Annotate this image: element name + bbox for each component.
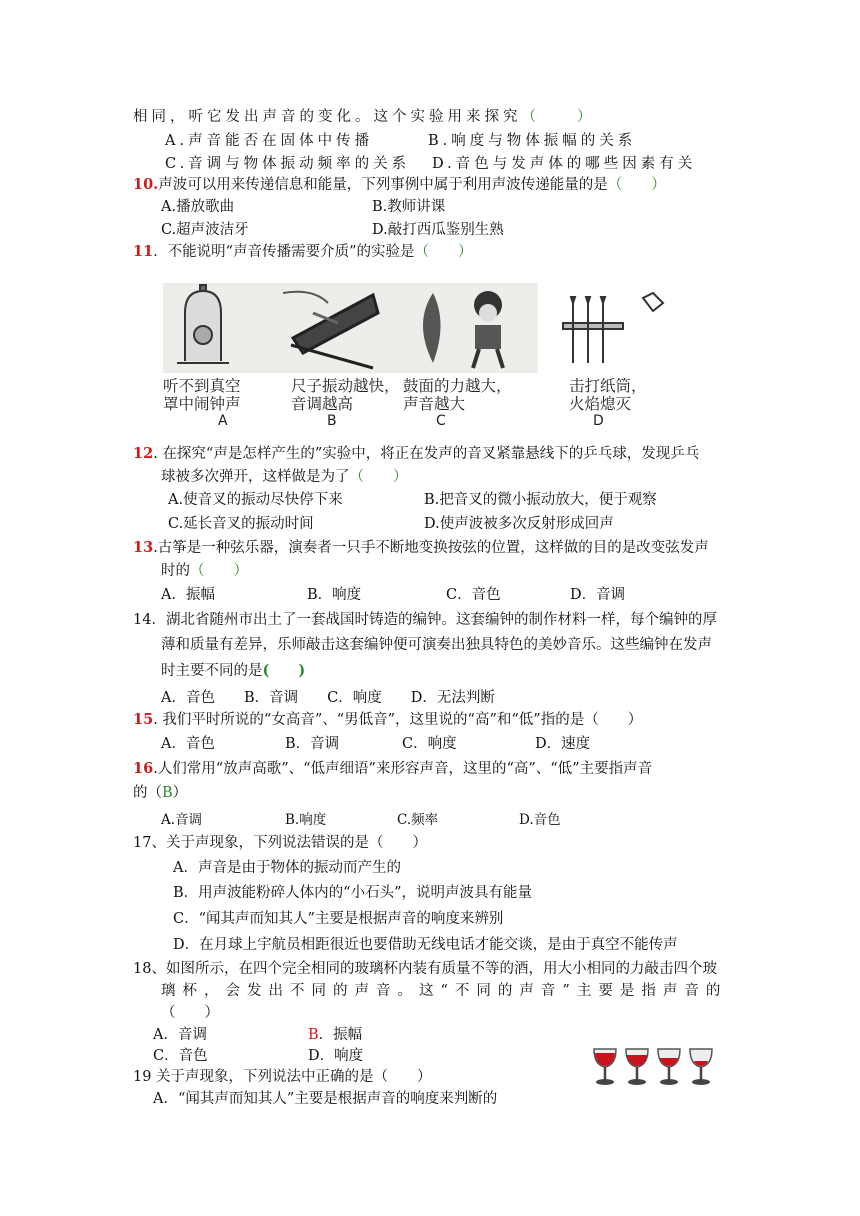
q10-option-d: D.敲打西瓜鉴别生熟 [372,222,504,238]
q9-option-d: D.音色与发声体的哪些因素有关 [432,156,697,172]
q17-option-d: D．在月球上宇航员相距很近也要借助无线电话才能交谈，是由于真空不能传声 [173,937,678,953]
q9-option-c: C.音调与物体振动频率的关系 [165,156,411,172]
q11-label-a: A [218,413,228,429]
q12-number: 12 [133,445,154,462]
q10-number: 10. [133,176,159,193]
q15-option-c: C．响度 [402,736,457,752]
q17-option-c: C．“闻其声而知其人”主要是根据声音的响度来辨别 [173,911,504,927]
q11-label-b: B [327,413,337,429]
q9-stem-text: 相同，听它发出声音的变化。这个实验用来探究 [133,109,522,125]
q12-stem-text1: . 在探究“声是怎样产生的”实验中，将正在发声的音叉紧靠悬线下的乒乓球，发现乒乓 [153,446,700,462]
q9-option-b: B.响度与物体振幅的关系 [428,133,637,149]
q11-stem [133,242,473,262]
q15-stem-text: . 我们平时所说的“女高音”、“男低音”，这里说的“高”和“低”指的是（ ） [153,712,643,728]
q13-number: 13 [133,539,154,556]
q12-option-b: B.把音叉的微小振动放大，便于观察 [424,492,657,508]
q15-option-b: B．音调 [285,736,340,752]
q11-caption-a-line1: 听不到真空 [163,377,241,395]
q15-number: 15 [133,711,154,728]
wine-glass-3-icon [658,1049,680,1085]
q13-option-d: D．音调 [570,587,626,603]
q11-caption-c-line1: 鼓面的力越大， [403,377,512,395]
q14-stem-line2: 薄和质量有差异，乐师敲击这套编钟便可演奏出独具特色的美妙音乐。这些编钟在发声 [161,637,712,653]
q10-answer-paren: （ ） [607,177,666,193]
paper-tube-candles-icon [563,293,663,363]
q13-option-a: A．振幅 [161,587,215,603]
q19-option-a: A．“闻其声而知其人”主要是根据声音的响度来判断的 [153,1091,498,1107]
q15-option-a: A．音色 [161,736,215,752]
q16-stem-text2-pre: 的（ [133,785,162,801]
q11-label-d: D [593,413,604,429]
q17-option-a: A．声音是由于物体的振动而产生的 [173,860,401,876]
q11-caption-b-line1: 尺子振动越快， [291,377,400,395]
q13-option-b: B．响度 [307,587,362,603]
q16-option-a: A.音调 [161,812,203,828]
q12-option-c: C.延长音叉的振动时间 [168,516,314,532]
q16-stem-text1: .人们常用“放声高歌”、“低声细语”来形容声音，这里的“高”、“低”主要指声音 [153,761,653,777]
q10-option-b: B.教师讲课 [372,199,446,215]
q19-stem: 19 关于声现象，下列说法中正确的是（ ） [133,1069,432,1085]
q17-stem: 17、关于声现象，下列说法错误的是（ ） [133,835,427,851]
q9-option-a: A.声音能否在固体中传播 [165,133,374,149]
q16-answer: B [162,785,173,801]
q16-stem-line1 [133,759,652,779]
q11-figure-images [163,283,673,373]
q13-stem-text1: .古筝是一种弦乐器，演奏者一只手不断地变换按弦的位置，这样做的目的是改变弦发声 [153,540,709,556]
q11-caption-a-line2: 罩中闹钟声 [163,395,241,413]
q11-caption-b-line2: 音调越高 [291,395,354,413]
q14-answer-paren: ( ) [262,662,306,679]
q16-option-c: C.频率 [397,812,439,828]
q9-answer-paren: （ ） [521,109,596,125]
q11-caption-d-line1: 击打纸筒， [569,377,647,395]
q14-stem-text3: 时主要不同的是 [161,663,263,679]
q12-option-a: A.使音叉的振动尽快停下来 [168,492,343,508]
q18-option-d: D．响度 [308,1048,364,1064]
q13-stem-line2 [161,561,248,581]
q11-stem-text: ．不能说明“声音传播需要介质”的实验是 [153,244,415,260]
wine-glass-1-icon [594,1049,616,1085]
q18-stem-line2: 璃杯，会发出不同的声音。这“不同的声音”主要是指声音的 [161,983,728,999]
q11-caption-d-line2: 火焰熄灭 [569,395,632,413]
wine-glasses-figure [591,1047,721,1087]
q9-stem-tail [133,107,596,127]
q11-figure [163,283,673,429]
q13-stem-line1 [133,538,709,558]
q15-option-d: D．速度 [535,736,591,752]
q16-stem-text2-post: ） [172,785,188,801]
q12-stem-line1 [133,444,699,464]
q16-number: 16 [133,760,154,777]
q12-stem-line2 [161,467,408,487]
q13-answer-paren: （ ） [190,563,248,579]
q11-number: 11 [133,243,154,260]
q12-answer-paren: （ ） [349,469,408,485]
q11-answer-paren: （ ） [414,244,473,260]
q14-stem-line3 [161,661,305,681]
q16-option-d: D.音色 [519,812,561,828]
q11-label-c: C [436,413,446,429]
q10-option-a: A.播放歌曲 [161,199,235,215]
q18-option-c: C．音色 [153,1048,208,1064]
q15-stem [133,710,642,730]
q17-option-b: B．用声波能粉碎人体内的“小石头”，说明声波具有能量 [173,885,532,901]
q18-option-b [308,1025,362,1045]
q10-option-c: C.超声波洁牙 [161,222,249,238]
q18-option-b-text: ．振幅 [318,1027,363,1043]
wine-glass-4-icon [690,1049,712,1085]
q18-stem-line1: 18、如图所示，在四个完全相同的玻璃杯内装有质量不等的酒，用大小相同的力敲击四个玻 [133,961,717,977]
q16-option-b: B.响度 [285,812,327,828]
q14-stem-line1: 14．湖北省随州市出土了一套战国时铸造的编钟。这套编钟的制作材料一样，每个编钟的厚 [133,612,717,628]
q11-caption-c-line2: 声音越大 [403,395,466,413]
q13-option-c: C．音色 [446,587,501,603]
q18-option-a: A．音调 [153,1027,207,1043]
q13-stem-text2: 时的 [161,563,190,579]
q12-option-d: D.使声波被多次反射形成回声 [424,516,614,532]
q10-stem [133,175,666,195]
q18-option-b-letter: B [308,1027,319,1043]
q10-stem-text: 声波可以用来传递信息和能量，下列事例中属于利用声波传递能量的是 [158,177,608,193]
q18-answer-paren: （ ） [161,1005,219,1021]
wine-glass-2-icon [626,1049,648,1085]
q16-stem-line2 [133,783,187,803]
q12-stem-text2: 球被多次弹开，这样做是为了 [161,469,350,485]
q14-options: A．音色 B．音调 C．响度 D．无法判断 [161,690,495,706]
